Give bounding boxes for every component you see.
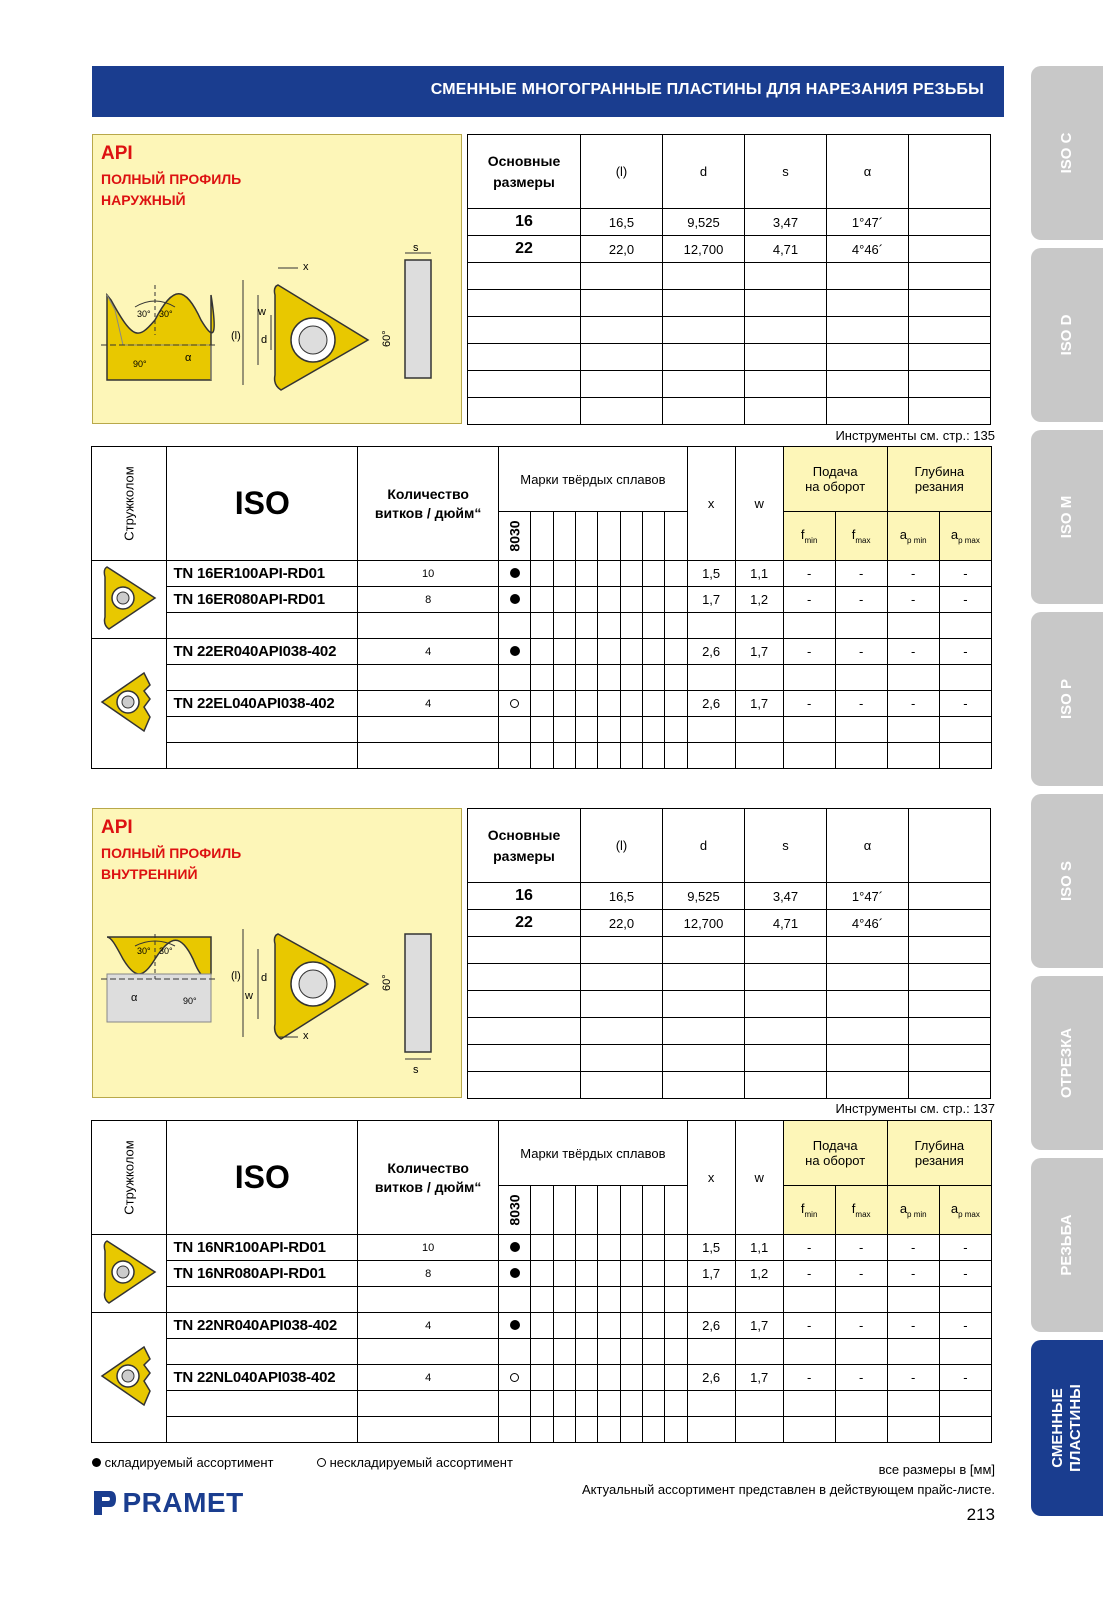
apmax-cell: -	[939, 1313, 991, 1339]
dims-row-empty	[468, 964, 991, 991]
tab-label: ISO D	[1058, 314, 1075, 356]
angle-label: 30°	[159, 309, 173, 319]
chipbreaker-header: Стружколом	[92, 1121, 167, 1235]
tab-iso-c[interactable]	[1031, 66, 1103, 240]
tab-iso-p[interactable]	[1031, 612, 1103, 786]
dims-cell: 16	[468, 209, 581, 236]
stock-cell	[499, 1313, 531, 1339]
x-cell: 2,6	[687, 639, 735, 665]
product-code: TN 16NR080API-RD01	[167, 1261, 358, 1287]
section1-dims-table	[467, 134, 991, 425]
threads-header: Количество витков / дюйм“	[358, 1121, 499, 1235]
apmin-cell: -	[887, 1313, 939, 1339]
section2-main-table	[91, 1120, 992, 1443]
dims-row	[468, 883, 991, 910]
thread-profile	[107, 937, 211, 977]
apmin-cell: -	[887, 639, 939, 665]
dims-col-header: d	[663, 809, 745, 883]
dims-col-header: (l)	[581, 135, 663, 209]
dims-col-header: s	[745, 135, 827, 209]
fmin-cell: -	[783, 1261, 835, 1287]
stocked-dot-icon	[92, 1458, 101, 1467]
tab-label: СМЕННЫЕ ПЛАСТИНЫ	[1049, 1384, 1084, 1472]
stocked-dot-icon	[510, 646, 520, 656]
fmax-cell: -	[835, 1261, 887, 1287]
apmax-header: $a_{p max}$	[939, 512, 991, 561]
iso-header: ISO	[167, 447, 358, 561]
x-cell: 2,6	[687, 1365, 735, 1391]
table-row-empty	[92, 717, 992, 743]
tpi-cell: 10	[358, 1235, 499, 1261]
stocked-dot-icon	[510, 1268, 520, 1278]
dims-col-header: α	[827, 135, 909, 209]
x-cell: 2,6	[687, 691, 735, 717]
dims-row	[468, 910, 991, 937]
tpi-cell: 4	[358, 639, 499, 665]
depth-header: Глубина резания	[887, 447, 991, 512]
apmin-cell: -	[887, 561, 939, 587]
stock-cell	[499, 587, 531, 613]
fmin-cell: -	[783, 1235, 835, 1261]
fmin-cell: -	[783, 1365, 835, 1391]
dims-cell: 9,525	[663, 209, 745, 236]
dims-col-header: (l)	[581, 809, 663, 883]
tab-label: РЕЗЬБА	[1058, 1214, 1075, 1276]
dims-row-empty	[468, 290, 991, 317]
w-cell: 1,7	[735, 1365, 783, 1391]
section-title: API	[101, 817, 133, 838]
product-code: TN 16ER080API-RD01	[167, 587, 358, 613]
angle-label: 30°	[137, 309, 151, 319]
tab-iso-m[interactable]	[1031, 430, 1103, 604]
chipbreaker-icon-cell	[92, 561, 167, 639]
apmin-cell: -	[887, 1365, 939, 1391]
dims-cell: 22	[468, 236, 581, 263]
chipbreaker-header: Стружколом	[92, 447, 167, 561]
table-row-empty	[92, 1417, 992, 1443]
fmax-cell: -	[835, 1365, 887, 1391]
x-cell: 1,7	[687, 1261, 735, 1287]
dim-label-d: d	[261, 972, 268, 984]
tpi-cell: 10	[358, 561, 499, 587]
chipbreaker-icon-cell	[92, 1313, 167, 1443]
dims-row-empty	[468, 1072, 991, 1099]
product-code: TN 16ER100API-RD01	[167, 561, 358, 587]
iso-header: ISO	[167, 1121, 358, 1235]
tpi-cell: 8	[358, 587, 499, 613]
pramet-logo	[92, 1489, 244, 1519]
dims-row	[468, 236, 991, 263]
tab-label: ОТРЕЗКА	[1058, 1027, 1075, 1099]
apmax-cell: -	[939, 561, 991, 587]
small-insert-icon	[98, 667, 160, 737]
dims-cell: 12,700	[663, 236, 745, 263]
subtitle-line: ВНУТРЕННИЙ	[101, 866, 198, 882]
tab-threading[interactable]	[1031, 1158, 1103, 1332]
stocked-dot-icon	[510, 594, 520, 604]
pricelist-note: Актуальный ассортимент представлен в действующем прайс-листе.	[581, 1482, 995, 1497]
fmax-cell: -	[835, 639, 887, 665]
dims-header-label: Основные размеры	[468, 809, 581, 883]
feed-header: Подача на оборот	[783, 1121, 887, 1186]
stocked-dot-icon	[510, 1242, 520, 1252]
dim-label-x: x	[303, 1030, 309, 1042]
grade-8030: 8030	[499, 1186, 531, 1235]
x-cell: 1,7	[687, 587, 735, 613]
section2-dims-table	[467, 808, 991, 1099]
feed-header: Подача на оборот	[783, 447, 887, 512]
dims-col-header	[909, 809, 991, 883]
table-row-empty	[92, 1391, 992, 1417]
fmin-cell: -	[783, 561, 835, 587]
fmax-header: $f_{max}$	[835, 512, 887, 561]
chipbreaker-icon-cell	[92, 1235, 167, 1313]
w-cell: 1,7	[735, 639, 783, 665]
tab-label: ISO M	[1058, 495, 1075, 539]
threads-header: Количество витков / дюйм“	[358, 447, 499, 561]
dims-cell: 22,0	[581, 236, 663, 263]
dims-col-header: α	[827, 809, 909, 883]
dims-cell: 4,71	[745, 910, 827, 937]
w-header: w	[735, 447, 783, 561]
product-code: TN 22ER040API038-402	[167, 639, 358, 665]
table-row-empty	[92, 1339, 992, 1365]
table-row	[92, 639, 992, 665]
table-row	[92, 1261, 992, 1287]
angle-label: 90°	[183, 996, 197, 1006]
dims-cell	[909, 236, 991, 263]
tpi-cell: 4	[358, 1313, 499, 1339]
tab-label: ISO P	[1058, 678, 1075, 720]
depth-header: Глубина резания	[887, 1121, 991, 1186]
stock-cell	[499, 691, 531, 717]
dims-row-empty	[468, 937, 991, 964]
grade-8030: 8030	[499, 512, 531, 561]
stocked-dot-icon	[510, 568, 520, 578]
tpi-cell: 4	[358, 1365, 499, 1391]
dims-cell: 1°47´	[827, 883, 909, 910]
angle-label: 30°	[137, 946, 151, 956]
dim-label-l: (l)	[231, 970, 241, 982]
dims-cell	[909, 883, 991, 910]
dim-label-s: s	[413, 242, 419, 254]
dims-cell: 9,525	[663, 883, 745, 910]
dims-cell: 4°46´	[827, 910, 909, 937]
apmax-cell: -	[939, 1235, 991, 1261]
fmin-cell: -	[783, 691, 835, 717]
dims-row-empty	[468, 1018, 991, 1045]
dim-label-d: d	[261, 334, 268, 346]
tab-iso-s[interactable]	[1031, 794, 1103, 968]
x-header: x	[687, 447, 735, 561]
tools-reference: Инструменты см. стр.: 135	[835, 428, 995, 443]
page-title: СМЕННЫЕ МНОГОГРАННЫЕ ПЛАСТИНЫ ДЛЯ НАРЕЗАНИЯ РЕЗЬБЫ	[430, 81, 984, 98]
stock-cell	[499, 561, 531, 587]
table-row	[92, 691, 992, 717]
dims-cell: 1°47´	[827, 209, 909, 236]
small-insert-icon	[99, 1237, 159, 1307]
pramet-logo-icon	[92, 1489, 118, 1517]
table-row-empty	[92, 665, 992, 691]
tab-iso-d[interactable]	[1031, 248, 1103, 422]
apmin-cell: -	[887, 1261, 939, 1287]
units-note: все размеры в [мм]	[878, 1462, 995, 1477]
table-row	[92, 587, 992, 613]
subtitle-line: НАРУЖНЫЙ	[101, 192, 186, 208]
table-row	[92, 561, 992, 587]
legend-stocked	[92, 1455, 274, 1470]
dims-row	[468, 209, 991, 236]
x-header: x	[687, 1121, 735, 1235]
dims-cell: 4°46´	[827, 236, 909, 263]
product-code: TN 22NR040API038-402	[167, 1313, 358, 1339]
small-insert-icon	[98, 1341, 160, 1411]
dims-cell: 22,0	[581, 910, 663, 937]
w-cell: 1,1	[735, 561, 783, 587]
apmax-header: $a_{p max}$	[939, 1186, 991, 1235]
product-code: TN 22EL040API038-402	[167, 691, 358, 717]
dims-cell: 16,5	[581, 209, 663, 236]
dims-cell: 3,47	[745, 209, 827, 236]
w-cell: 1,7	[735, 691, 783, 717]
dims-cell: 4,71	[745, 236, 827, 263]
dims-header-label: Основные размеры	[468, 135, 581, 209]
x-cell: 2,6	[687, 1313, 735, 1339]
dims-cell: 16	[468, 883, 581, 910]
x-cell: 1,5	[687, 561, 735, 587]
dims-cell	[909, 910, 991, 937]
nonstocked-ring-icon	[510, 699, 519, 708]
w-cell: 1,2	[735, 1261, 783, 1287]
x-cell: 1,5	[687, 1235, 735, 1261]
subtitle-line: ПОЛНЫЙ ПРОФИЛЬ	[101, 171, 242, 187]
table-row-empty	[92, 613, 992, 639]
table-row-empty	[92, 743, 992, 769]
apmax-cell: -	[939, 1365, 991, 1391]
product-code: TN 22NL040API038-402	[167, 1365, 358, 1391]
fmax-cell: -	[835, 691, 887, 717]
stocked-dot-icon	[510, 1320, 520, 1330]
nonstocked-ring-icon	[317, 1458, 326, 1467]
w-cell: 1,7	[735, 1313, 783, 1339]
subtitle-line: ПОЛНЫЙ ПРОФИЛЬ	[101, 845, 242, 861]
fmin-cell: -	[783, 1313, 835, 1339]
apmin-cell: -	[887, 1235, 939, 1261]
tools-reference: Инструменты см. стр.: 137	[835, 1101, 995, 1116]
apmax-cell: -	[939, 639, 991, 665]
legend-label: нескладируемый ассортимент	[329, 1455, 513, 1470]
angle-label: 60°	[381, 974, 393, 991]
section-title: API	[101, 143, 133, 164]
angle-label: 90°	[133, 359, 147, 369]
section1-panel	[92, 134, 462, 424]
stock-cell	[499, 639, 531, 665]
fmax-cell: -	[835, 1313, 887, 1339]
section2-panel	[92, 808, 462, 1098]
page-header	[92, 66, 1004, 117]
pramet-logo-text: PRAMET	[122, 1487, 244, 1518]
fmin-cell: -	[783, 639, 835, 665]
dim-label-x: x	[303, 261, 309, 273]
tab-parting[interactable]	[1031, 976, 1103, 1150]
apmin-cell: -	[887, 587, 939, 613]
dims-cell: 3,47	[745, 883, 827, 910]
dims-cell	[909, 209, 991, 236]
dims-row-empty	[468, 1045, 991, 1072]
product-code: TN 16NR100API-RD01	[167, 1235, 358, 1261]
fmax-cell: -	[835, 1235, 887, 1261]
dim-label-w: w	[258, 306, 266, 318]
table-row-empty	[92, 1287, 992, 1313]
apmin-cell: -	[887, 691, 939, 717]
dims-row-empty	[468, 263, 991, 290]
chipbreaker-icon-cell	[92, 639, 167, 769]
grades-header: Марки твёрдых сплавов	[499, 447, 687, 512]
dims-row-empty	[468, 398, 991, 425]
apmax-cell: -	[939, 691, 991, 717]
dim-label-l: (l)	[231, 330, 241, 342]
dims-col-header: s	[745, 809, 827, 883]
stock-cell	[499, 1235, 531, 1261]
table-row	[92, 1313, 992, 1339]
fmax-cell: -	[835, 561, 887, 587]
fmin-header: $f_{min}$	[783, 1186, 835, 1235]
dims-row-empty	[468, 371, 991, 398]
external-insert-drawing	[93, 135, 463, 425]
fmin-cell: -	[783, 587, 835, 613]
section1-main-table	[91, 446, 992, 769]
w-cell: 1,2	[735, 587, 783, 613]
small-insert-icon	[99, 563, 159, 633]
alpha-label: α	[131, 992, 138, 1004]
legend-nonstocked	[317, 1455, 513, 1470]
internal-insert-drawing	[93, 809, 463, 1099]
tab-label: ISO S	[1058, 860, 1075, 902]
dims-cell: 12,700	[663, 910, 745, 937]
side-view	[405, 934, 431, 1052]
dims-cell: 16,5	[581, 883, 663, 910]
table-row	[92, 1365, 992, 1391]
fmax-cell: -	[835, 587, 887, 613]
side-view	[405, 260, 431, 378]
dim-label-w: w	[245, 990, 253, 1002]
stock-cell	[499, 1261, 531, 1287]
apmin-header: $a_{p min}$	[887, 1186, 939, 1235]
grades-header: Марки твёрдых сплавов	[499, 1121, 687, 1186]
stock-cell	[499, 1365, 531, 1391]
table-row	[92, 1235, 992, 1261]
alpha-label: α	[185, 352, 192, 364]
tab-inserts[interactable]	[1031, 1340, 1103, 1516]
dim-label-s: s	[413, 1064, 419, 1076]
tpi-cell: 8	[358, 1261, 499, 1287]
dims-row-empty	[468, 317, 991, 344]
apmax-cell: -	[939, 587, 991, 613]
w-cell: 1,1	[735, 1235, 783, 1261]
dims-cell: 22	[468, 910, 581, 937]
tpi-cell: 4	[358, 691, 499, 717]
w-header: w	[735, 1121, 783, 1235]
angle-label: 30°	[159, 946, 173, 956]
page-number: 213	[966, 1505, 995, 1524]
angle-label: 60°	[381, 330, 393, 347]
dims-row-empty	[468, 991, 991, 1018]
tab-label: ISO C	[1058, 132, 1075, 174]
fmin-header: $f_{min}$	[783, 512, 835, 561]
dims-col-header	[909, 135, 991, 209]
dims-col-header: d	[663, 135, 745, 209]
apmin-header: $a_{p min}$	[887, 512, 939, 561]
fmax-header: $f_{max}$	[835, 1186, 887, 1235]
apmax-cell: -	[939, 1261, 991, 1287]
thread-profile	[107, 294, 214, 380]
legend-label: складируемый ассортимент	[104, 1455, 274, 1470]
dims-row-empty	[468, 344, 991, 371]
nonstocked-ring-icon	[510, 1373, 519, 1382]
